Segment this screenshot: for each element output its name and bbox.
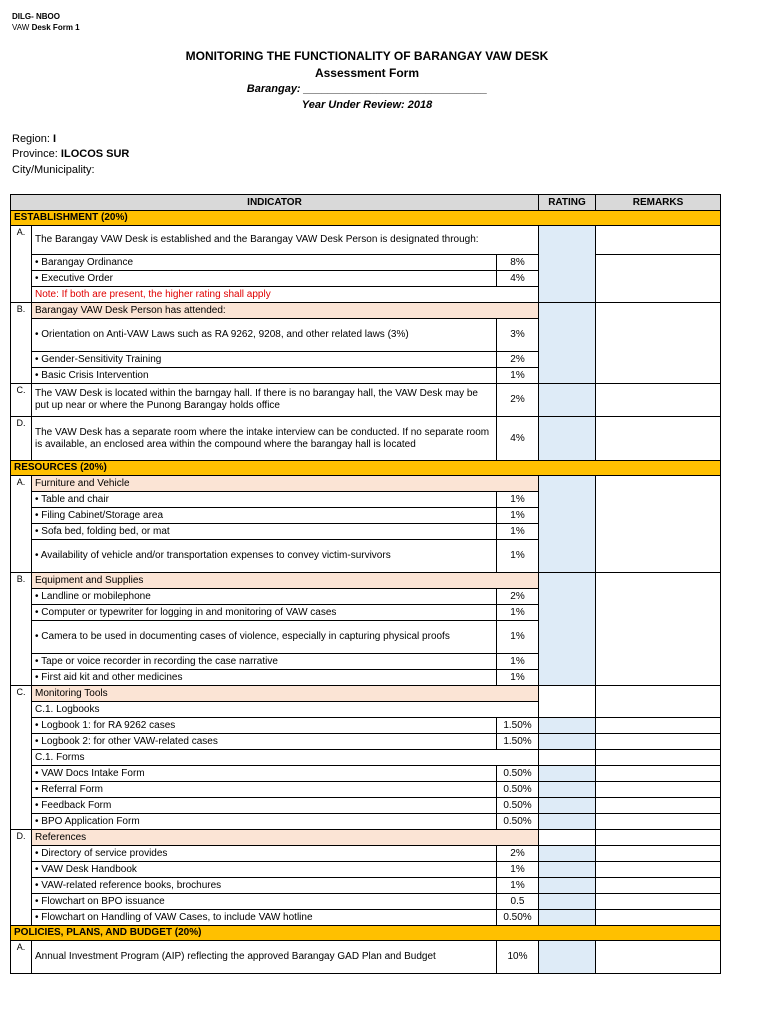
table-row: B. Equipment and Supplies xyxy=(11,573,721,589)
table-row: C. The VAW Desk is located within the barngay hall. If there is no barangay hall, the VAW Desk may be put up near or where the Punong Barangay holds office 2% xyxy=(11,384,721,417)
rating-cell[interactable] xyxy=(539,417,596,461)
table-row: • Logbook 2: for other VAW-related cases 1.50% xyxy=(11,734,721,750)
table-row: • VAW-related reference books, brochures 1% xyxy=(11,878,721,894)
rating-cell[interactable] xyxy=(539,734,596,750)
table-row: • VAW Desk Handbook 1% xyxy=(11,862,721,878)
remarks-header: REMARKS xyxy=(596,195,721,211)
org-code: DILG- NBOO xyxy=(12,12,60,21)
document-title: MONITORING THE FUNCTIONALITY OF BARANGAY VAW DESK xyxy=(185,49,549,63)
remarks-cell[interactable] xyxy=(596,830,721,846)
table-row: C.1. Logbooks xyxy=(11,702,721,718)
table-row: • Table and chair 1% xyxy=(11,492,721,508)
rating-cell[interactable] xyxy=(539,782,596,798)
table-row: • First aid kit and other medicines 1% xyxy=(11,670,721,686)
table-row: • Directory of service provides 2% xyxy=(11,846,721,862)
table-row: B. Barangay VAW Desk Person has attended: xyxy=(11,303,721,319)
table-row: • Flowchart on Handling of VAW Cases, to include VAW hotline 0.50% xyxy=(11,910,721,926)
remarks-cell[interactable] xyxy=(596,686,721,718)
rating-cell[interactable] xyxy=(539,894,596,910)
note-text: Note: If both are present, the higher rating shall apply xyxy=(32,287,539,303)
assessment-table xyxy=(10,194,721,974)
remarks-cell[interactable] xyxy=(596,734,721,750)
table-row: A. Annual Investment Program (AIP) reflecting the approved Barangay GAD Plan and Budget 10% xyxy=(11,941,721,974)
table-header-row xyxy=(11,195,721,211)
table-row: • Camera to be used in documenting cases of violence, especially in capturing physical proofs 1% xyxy=(11,621,721,654)
table-row: A. Furniture and Vehicle xyxy=(11,476,721,492)
remarks-cell[interactable] xyxy=(596,573,721,686)
table-row: • Availability of vehicle and/or transportation expenses to convey victim-survivors 1% xyxy=(11,540,721,573)
remarks-cell[interactable] xyxy=(596,718,721,734)
table-row: • Barangay Ordinance 8% xyxy=(11,255,721,271)
section-policies: POLICIES, PLANS, AND BUDGET (20%) xyxy=(11,926,721,941)
rating-cell[interactable] xyxy=(539,384,596,417)
region-line: Region: I xyxy=(12,133,57,145)
rating-cell[interactable] xyxy=(539,476,596,573)
remarks-cell[interactable] xyxy=(596,814,721,830)
table-row: • Referral Form 0.50% xyxy=(11,782,721,798)
remarks-cell[interactable] xyxy=(596,878,721,894)
remarks-cell[interactable] xyxy=(596,750,721,766)
table-row: • VAW Docs Intake Form 0.50% xyxy=(11,766,721,782)
table-row: • Feedback Form 0.50% xyxy=(11,798,721,814)
table-row: • Tape or voice recorder in recording the case narrative 1% xyxy=(11,654,721,670)
city-line: City/Municipality: xyxy=(12,164,95,176)
rating-cell[interactable] xyxy=(539,303,596,384)
rating-cell[interactable] xyxy=(539,941,596,974)
remarks-cell[interactable] xyxy=(596,941,721,974)
rating-cell[interactable] xyxy=(539,878,596,894)
remarks-cell[interactable] xyxy=(596,910,721,926)
rating-cell[interactable] xyxy=(539,766,596,782)
barangay-field: Barangay: ______________________________ xyxy=(246,83,488,95)
table-row: • BPO Application Form 0.50% xyxy=(11,814,721,830)
rating-cell[interactable] xyxy=(539,798,596,814)
remarks-cell[interactable] xyxy=(596,862,721,878)
table-row: D. References xyxy=(11,830,721,846)
remarks-cell[interactable] xyxy=(596,303,721,384)
rating-cell[interactable] xyxy=(539,862,596,878)
table-row: C. Monitoring Tools xyxy=(11,686,721,702)
remarks-cell[interactable] xyxy=(596,417,721,461)
form-code: VAW Desk Form 1 xyxy=(12,23,80,32)
remarks-cell[interactable] xyxy=(596,226,721,255)
rating-header: RATING xyxy=(539,195,596,211)
remarks-cell[interactable] xyxy=(596,846,721,862)
rating-cell[interactable] xyxy=(539,814,596,830)
remarks-cell[interactable] xyxy=(596,798,721,814)
rating-cell[interactable] xyxy=(539,226,596,303)
table-row: • Orientation on Anti-VAW Laws such as RA 9262, 9208, and other related laws (3%) 3% xyxy=(11,319,721,352)
province-line: Province: ILOCOS SUR xyxy=(12,148,130,160)
table-row: • Computer or typewriter for logging in and monitoring of VAW cases 1% xyxy=(11,605,721,621)
remarks-cell[interactable] xyxy=(596,766,721,782)
rating-cell[interactable] xyxy=(539,910,596,926)
remarks-cell[interactable] xyxy=(596,384,721,417)
table-row: • Sofa bed, folding bed, or mat 1% xyxy=(11,524,721,540)
year-under-review: Year Under Review: 2018 xyxy=(301,99,433,111)
rating-cell[interactable] xyxy=(539,846,596,862)
remarks-cell[interactable] xyxy=(596,476,721,573)
table-row: D. The VAW Desk has a separate room where the intake interview can be conducted. If no separate room is available, an enclosed area within the compound where the barangay hall is located 4% xyxy=(11,417,721,461)
table-row: • Gender-Sensitivity Training 2% xyxy=(11,352,721,368)
remarks-cell[interactable] xyxy=(596,255,721,303)
indicator-header: INDICATOR xyxy=(11,195,539,211)
remarks-cell[interactable] xyxy=(596,894,721,910)
rating-cell[interactable] xyxy=(539,573,596,686)
table-row: • Logbook 1: for RA 9262 cases 1.50% xyxy=(11,718,721,734)
table-row: • Basic Crisis Intervention 1% xyxy=(11,368,721,384)
section-establishment: ESTABLISHMENT (20%) xyxy=(11,211,721,226)
table-row: • Executive Order 4% xyxy=(11,271,721,287)
table-row: • Landline or mobilephone 2% xyxy=(11,589,721,605)
table-row: C.1. Forms xyxy=(11,750,721,766)
table-row: A. The Barangay VAW Desk is established and the Barangay VAW Desk Person is designated through: xyxy=(11,226,721,255)
remarks-cell[interactable] xyxy=(596,782,721,798)
section-resources: RESOURCES (20%) xyxy=(11,461,721,476)
table-row: • Filing Cabinet/Storage area 1% xyxy=(11,508,721,524)
table-row: • Flowchart on BPO issuance 0.5 xyxy=(11,894,721,910)
rating-cell[interactable] xyxy=(539,718,596,734)
document-subtitle: Assessment Form xyxy=(314,66,420,80)
